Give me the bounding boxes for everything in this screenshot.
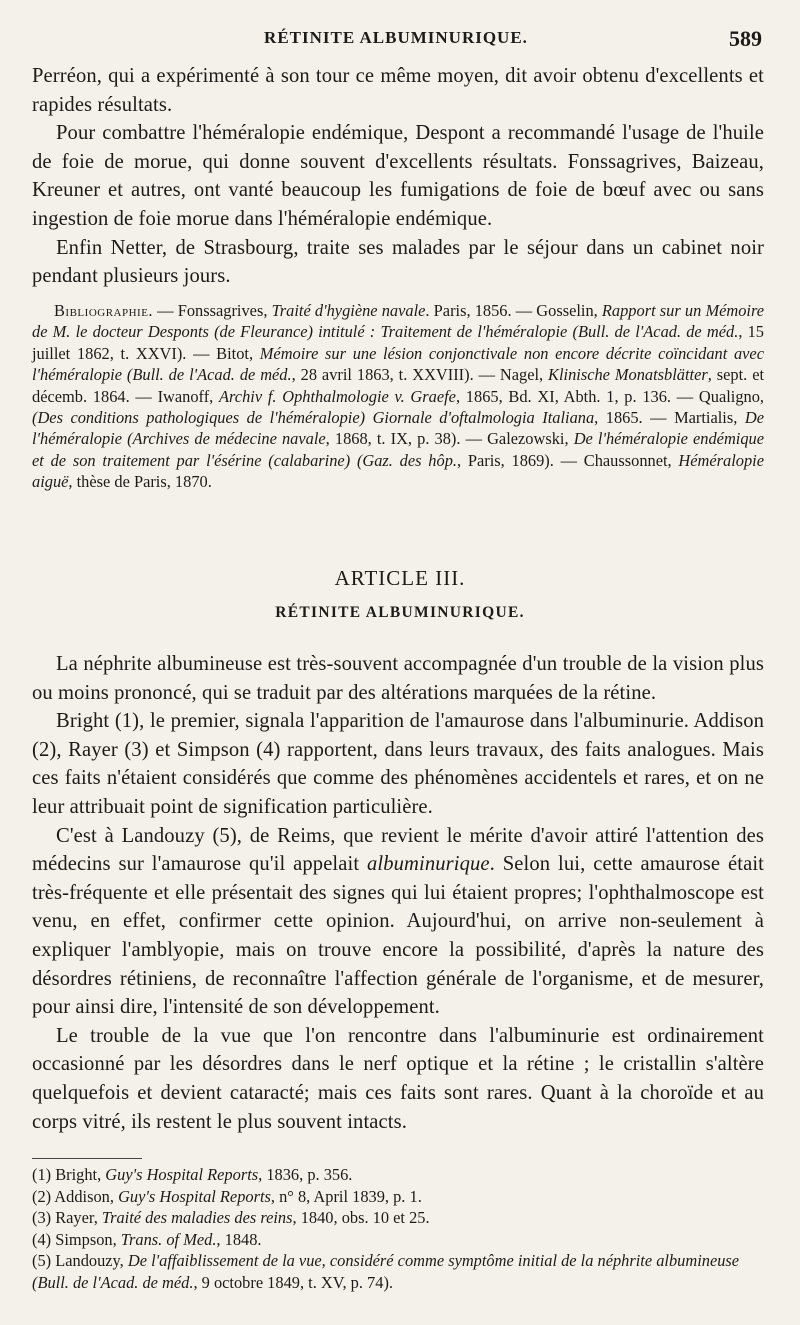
emphasis: albuminurique xyxy=(367,853,490,876)
footnote-title: Traité des maladies des reins xyxy=(101,1208,293,1227)
paragraph: Enfin Netter, de Strasbourg, traite ses malades par le séjour dans un cabinet noir pendant plusieurs jours. xyxy=(32,236,764,288)
main-text xyxy=(32,650,764,1136)
biblio-text: . Paris, 1856. — Gosselin, xyxy=(425,301,602,320)
footnote-text: (3) Rayer, xyxy=(32,1208,102,1227)
paragraph xyxy=(32,822,764,1022)
footnote-text: , 1840, obs. 10 et 25. xyxy=(292,1208,430,1227)
text-run: C'est à Landouzy (5), de Reims, que revient le mérite d'avoir attiré l'attention des médecins sur l'amaurose qu'il appelait xyxy=(32,824,764,876)
footnote-text: (1) Bright, xyxy=(32,1165,106,1184)
footnotes xyxy=(32,1164,764,1293)
footnote-title: Trans. of Med. xyxy=(120,1229,217,1249)
biblio-text: , 1868, t. IX, p. 38). — Galezowski, xyxy=(325,429,574,449)
footnote-title: De l'affaiblissement de la vue, considéré comme symptôme initial de la néphrite albumineuse (Bull. de l'Acad. de méd. xyxy=(32,1251,740,1292)
paragraph: Pour combattre l'héméralopie endémique, Despont a recommandé l'usage de l'huile de foie de morue, qui donne souvent d'excellents résultats. Fonssagrives, Baizeau, Kreuner et autres, ont vanté beaucoup les fumigations de foie de bœuf avec ou sans ingestion de foie morue dans l'héméralopie endémique. xyxy=(32,122,764,230)
biblio-text: , 28 avril 1863, t. XXVIII). — Nagel, xyxy=(291,365,549,385)
biblio-title: Rapport sur un Mémoire de M. le docteur Desponts (de Fleurance) intitulé : Traitement de l'héméralopie (Bull. de l'Acad. de méd. xyxy=(32,301,764,342)
footnote-text: (4) Simpson, xyxy=(32,1229,121,1249)
biblio-text: , thèse de Paris, 1870. xyxy=(68,472,212,492)
biblio-title: Mémoire sur une lésion conjonctivale non encore décrite coïncidant avec l'héméralopie (Bull. de l'Acad. de méd. xyxy=(32,343,764,385)
footnote xyxy=(32,1250,764,1293)
footnote xyxy=(32,1164,764,1186)
footnote-text: (5) Landouzy, xyxy=(32,1251,128,1270)
biblio-text: , 15 juillet 1862, t. XXVI). — Bitot, xyxy=(32,322,764,363)
bibliography-label: Bibliographie. xyxy=(54,301,154,320)
paragraph: La néphrite albumineuse est très-souvent accompagnée d'un trouble de la vision plus ou moins prononcé, qui se traduit par des altérations marquées de la rétine. xyxy=(32,653,764,704)
footnote-divider xyxy=(32,1158,142,1159)
paragraph: Bright (1), le premier, signala l'apparition de l'amaurose dans l'albuminurie. Addison (2), Rayer (3) et Simpson (4) rapportent, dans leurs travaux, des faits analogues. Mais ces faits n'étaient considérés que comme des phénomènes accidentels et rares, et on ne leur attribuait point de signification particulière. xyxy=(32,710,764,818)
footnote xyxy=(32,1207,764,1229)
footnote-text: , 1836, p. 356. xyxy=(258,1165,353,1184)
section-title: RÉTINITE ALBUMINURIQUE. xyxy=(275,604,525,621)
footnote-text: , 9 octobre 1849, t. XV, p. 74). xyxy=(193,1272,394,1292)
paragraph: Le trouble de la vue que l'on rencontre dans l'albuminurie est ordinairement occasionné par les désordres dans le nerf optique et la rétine ; le cristallin s'altère quelquefois et devient cataracté; mais ces faits sont rares. Quant à la choroïde et au corps vitré, ils restent le plus souvent intacts. xyxy=(32,1024,764,1133)
page-number: 589 xyxy=(729,26,762,51)
paragraph: Perréon, qui a expérimenté à son tour ce même moyen, dit avoir obtenu d'excellents et rapides résultats. xyxy=(32,65,764,116)
biblio-text: , 1865. — Martialis, xyxy=(594,408,745,428)
footnote-text: , n° 8, April 1839, p. 1. xyxy=(270,1186,422,1206)
text-run: . Selon lui, cette amaurose était très-fréquente et elle présentait des signes qui lui étaient propres; l'ophthalmoscope est venu, en effet, confirmer cette opinion. Aujourd'hui, on arrive non-seulement à expliquer l'amblyopie, mais on trouve encore la possibilité, d'après la nature des désordres rétiniens, de reconnaître l'affection générale de l'organisme, et de mesurer, pour ainsi dire, l'intensité de son développement. xyxy=(32,853,764,1019)
biblio-title: De l'héméralopie endémique et de son traitement par l'ésérine (calabarine) (Gaz. des hôp. xyxy=(32,429,765,470)
biblio-text: , 1865, Bd. XI, Abth. 1, p. 136. — Qualigno, xyxy=(455,386,765,406)
article-number: ARTICLE III. xyxy=(334,566,466,590)
intro-text xyxy=(32,62,764,291)
biblio-text: — Fonssagrives, xyxy=(153,301,272,320)
running-title: RÉTINITE ALBUMINURIQUE. xyxy=(264,28,528,47)
biblio-text: , sept. et décemb. 1864. — Iwanoff, xyxy=(32,365,765,406)
footnote-text: (2) Addison, xyxy=(32,1186,119,1206)
footnote-title: Guy's Hospital Reports xyxy=(105,1165,259,1184)
biblio-title: De l'héméralopie (Archives de médecine navale xyxy=(32,408,764,449)
biblio-title: Klinische Monatsblätter xyxy=(548,365,708,385)
biblio-title: Traité d'hygiène navale xyxy=(271,301,426,320)
footnote xyxy=(32,1186,764,1208)
page-header xyxy=(30,28,762,58)
biblio-text: , Paris, 1869). — Chaussonnet, xyxy=(456,450,679,470)
footnote-text: , 1848. xyxy=(216,1229,262,1249)
biblio-title: Héméralopie aiguë xyxy=(32,450,764,492)
biblio-title: (Des conditions pathologiques de l'héméralopie) Giornale d'oftalmologia Italiana xyxy=(32,408,595,428)
biblio-title: Archiv f. Ophthalmologie v. Graefe xyxy=(219,386,456,406)
footnote-title: Guy's Hospital Reports xyxy=(118,1186,271,1206)
bibliography xyxy=(32,300,764,493)
footnote xyxy=(32,1229,764,1251)
